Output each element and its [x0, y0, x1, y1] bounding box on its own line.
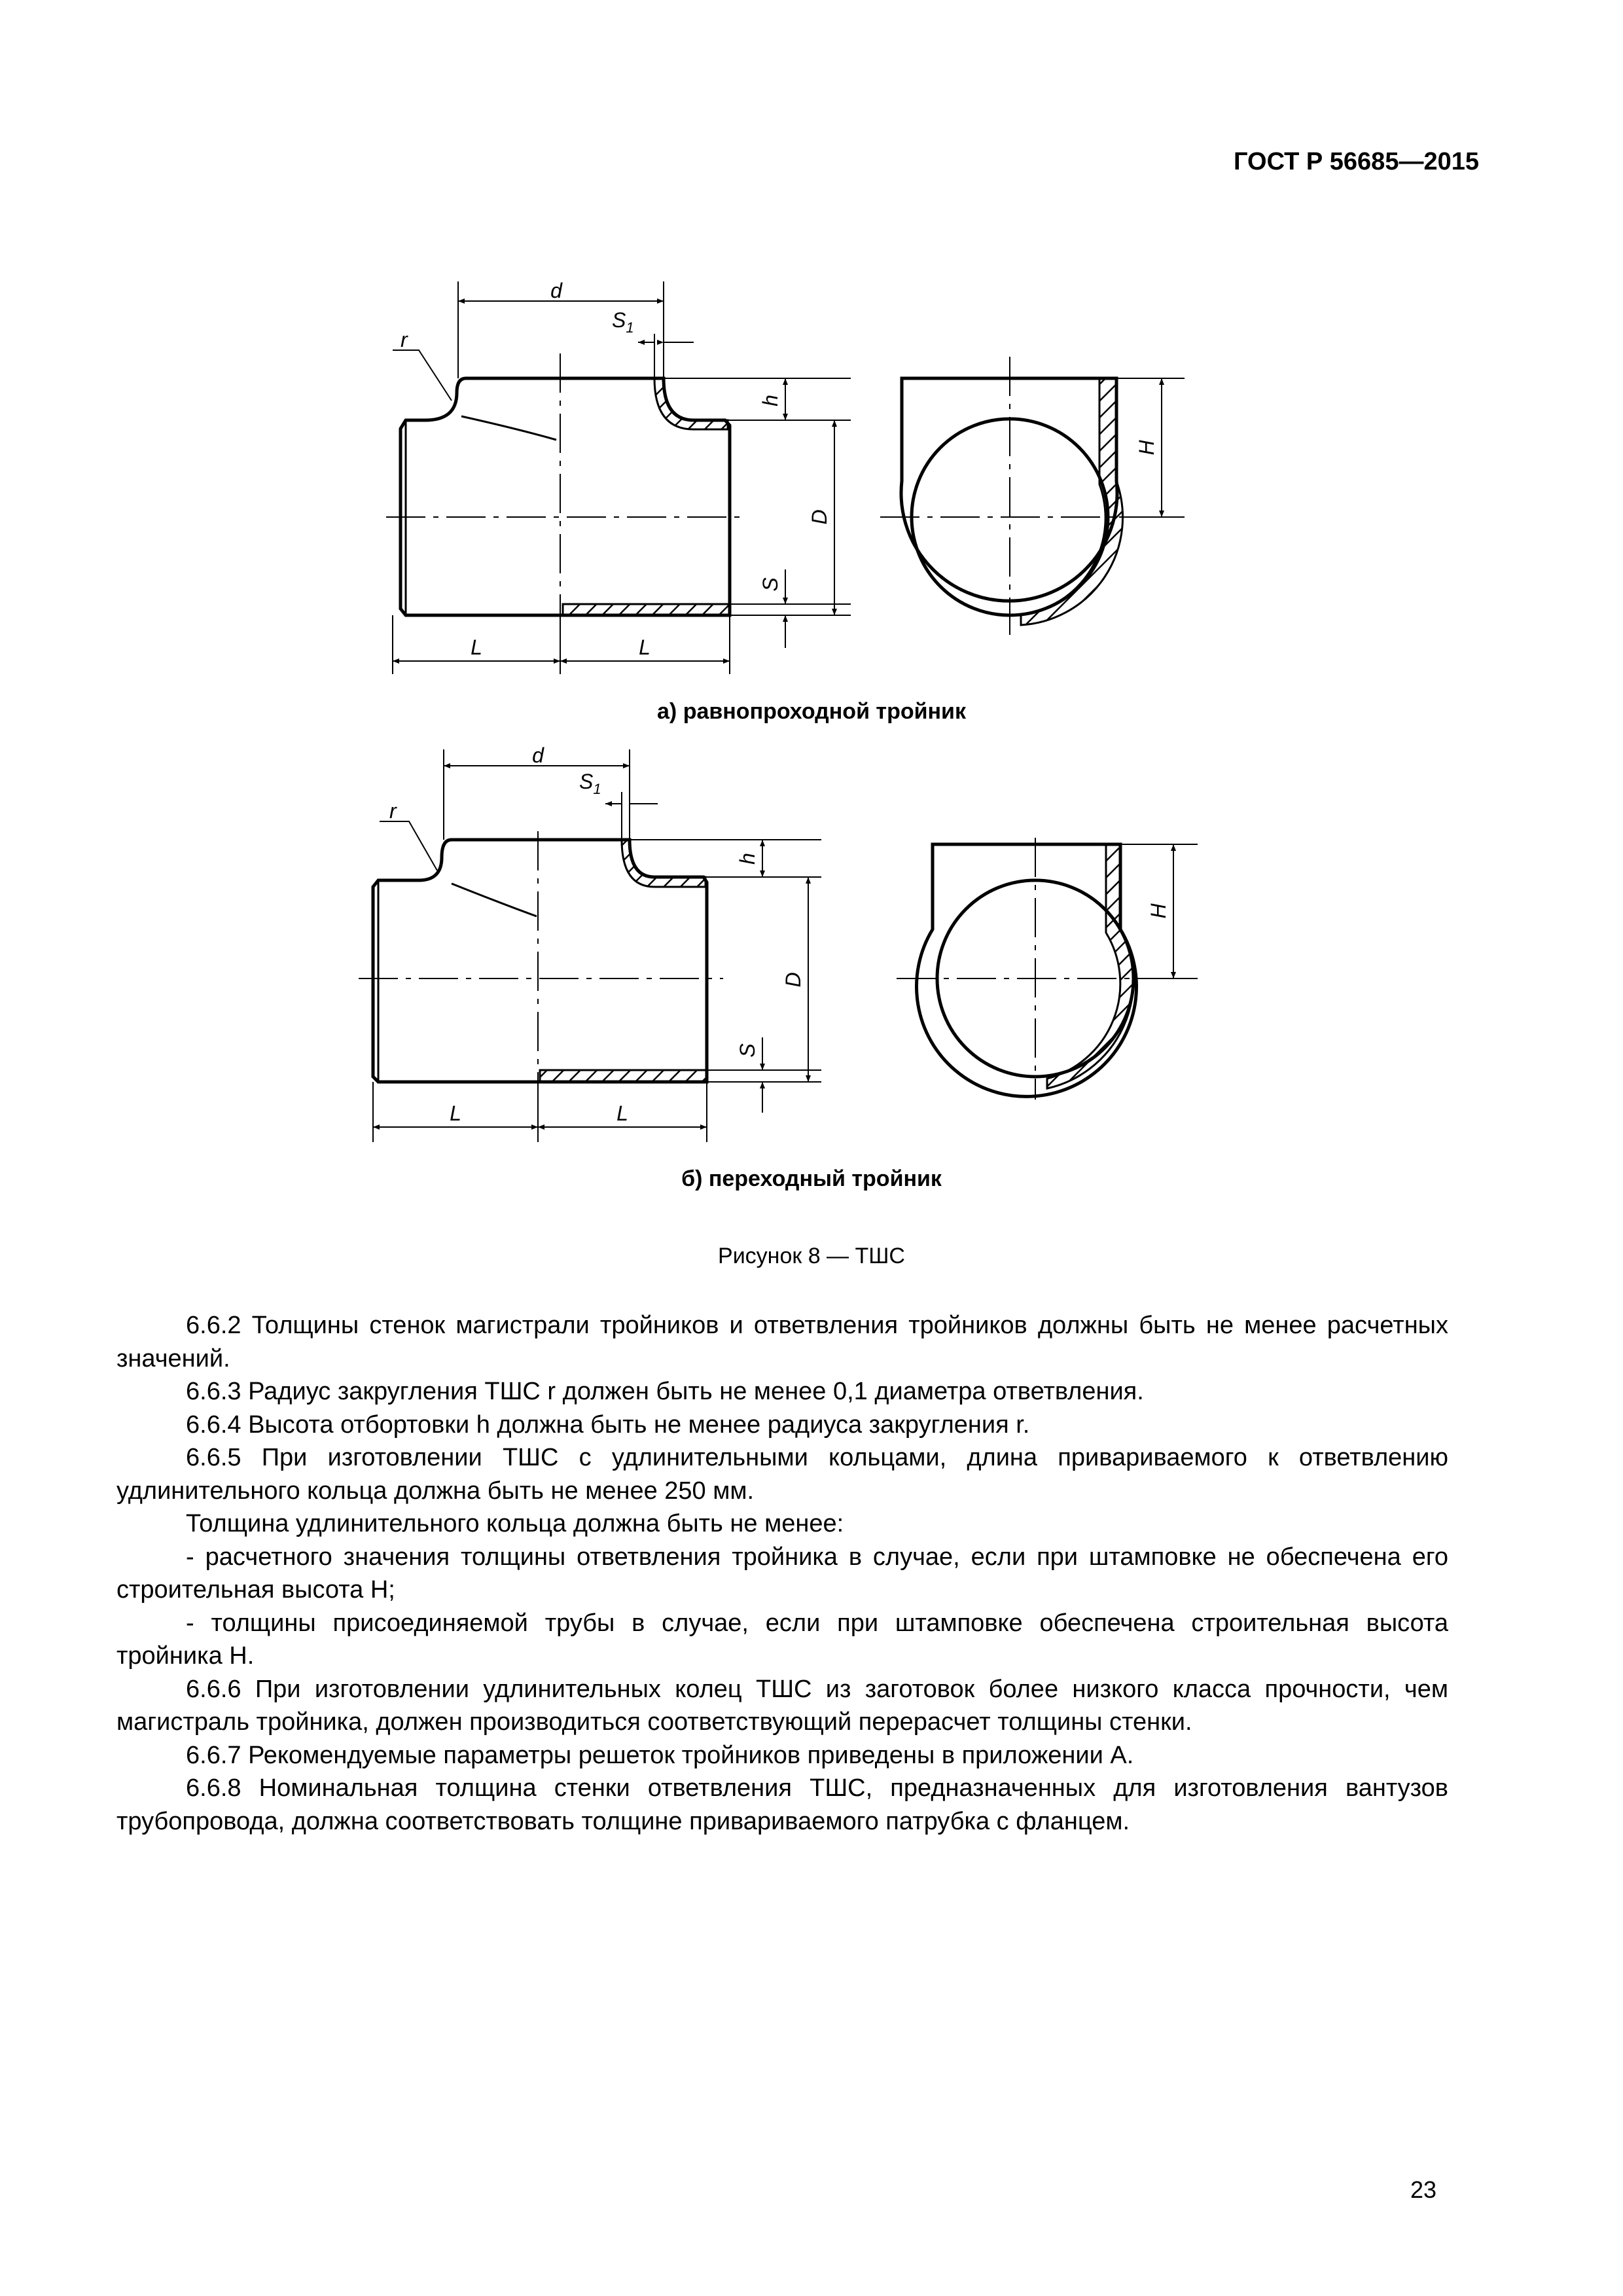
label-s1-subscript: 1 [593, 781, 601, 797]
caption-equal-tee: а) равнопроходной тройник [657, 699, 966, 724]
label-s1-letter: S [612, 308, 626, 332]
label-S: S [736, 1043, 759, 1058]
label-H: H [1135, 440, 1158, 456]
body-text [116, 1309, 1448, 1838]
label-s1 [579, 770, 601, 797]
paragraph-6-6-7: 6.6.7 Рекомендуемые параметры решеток тройников приведены в приложении А. [186, 1741, 1134, 1769]
list-item-calculated: - расчетного значения толщины ответвления тройника в случае, если при штамповке не обеспечена его строительная высота H; [116, 1543, 1448, 1604]
equal-tee-labels [401, 279, 1158, 659]
paragraph-6-6-2: 6.6.2 Толщины стенок магистрали тройников и ответвления тройников должны быть не менее расчетных значений. [116, 1312, 1448, 1372]
caption-reducing-tee: б) переходный тройник [681, 1166, 942, 1191]
list-item-pipe: - толщины присоединяемой трубы в случае, если при штамповке обеспечена строительная высота тройника H. [116, 1609, 1448, 1670]
label-s1 [612, 308, 634, 336]
page-number: 23 [1410, 2176, 1436, 2203]
label-L-left: L [471, 636, 482, 659]
paragraph-6-6-3: 6.6.3 Радиус закругления ТШС r должен быть не менее 0,1 диаметра ответвления. [186, 1378, 1144, 1405]
label-h: h [758, 395, 782, 406]
label-s1-subscript: 1 [626, 319, 634, 336]
label-D: D [781, 972, 805, 988]
reducing-tee-labels [389, 744, 1170, 1125]
paragraph-6-6-8: 6.6.8 Номинальная толщина стенки ответвления ТШС, предназначенных для изготовления вантузов трубопровода, должна соответствовать толщине привариваемого патрубка с фланцем. [116, 1774, 1448, 1835]
label-L-right: L [616, 1102, 628, 1125]
label-s1-letter: S [579, 770, 594, 793]
paragraph-6-6-4: 6.6.4 Высота отбортовки h должна быть не менее радиуса закругления r. [186, 1410, 1030, 1439]
paragraph-ring-thickness: Толщина удлинительного кольца должна быть не менее: [186, 1510, 844, 1537]
document-header: ГОСТ Р 56685—2015 [1234, 148, 1479, 175]
label-D: D [808, 509, 831, 525]
label-L-right: L [639, 636, 651, 659]
figure-caption: Рисунок 8 — ТШС [718, 1244, 905, 1268]
label-r: r [401, 328, 408, 351]
label-H: H [1147, 903, 1170, 919]
label-d: d [550, 279, 562, 302]
reducing-tee-front-view [373, 840, 707, 1082]
label-d: d [532, 744, 544, 767]
reducing-tee-centerlines [359, 831, 1178, 1100]
equal-tee-front-view [401, 378, 730, 616]
paragraph-6-6-6: 6.6.6 При изготовлении удлинительных колец ТШС из заготовок более низкого класса прочности, чем магистраль тройника, должен производиться соответствующий перерасчет толщины стенки. [116, 1675, 1448, 1736]
equal-tee-side-view [901, 378, 1123, 625]
paragraph-6-6-5: 6.6.5 При изготовлении ТШС с удлинительными кольцами, длина привариваемого к ответвлению удлинительного кольца должна быть не менее 250 мм. [116, 1444, 1448, 1505]
label-h: h [736, 853, 759, 865]
label-L-left: L [450, 1102, 461, 1125]
label-S: S [758, 577, 782, 592]
reducing-tee-side-view [917, 844, 1137, 1096]
label-r: r [389, 799, 397, 823]
